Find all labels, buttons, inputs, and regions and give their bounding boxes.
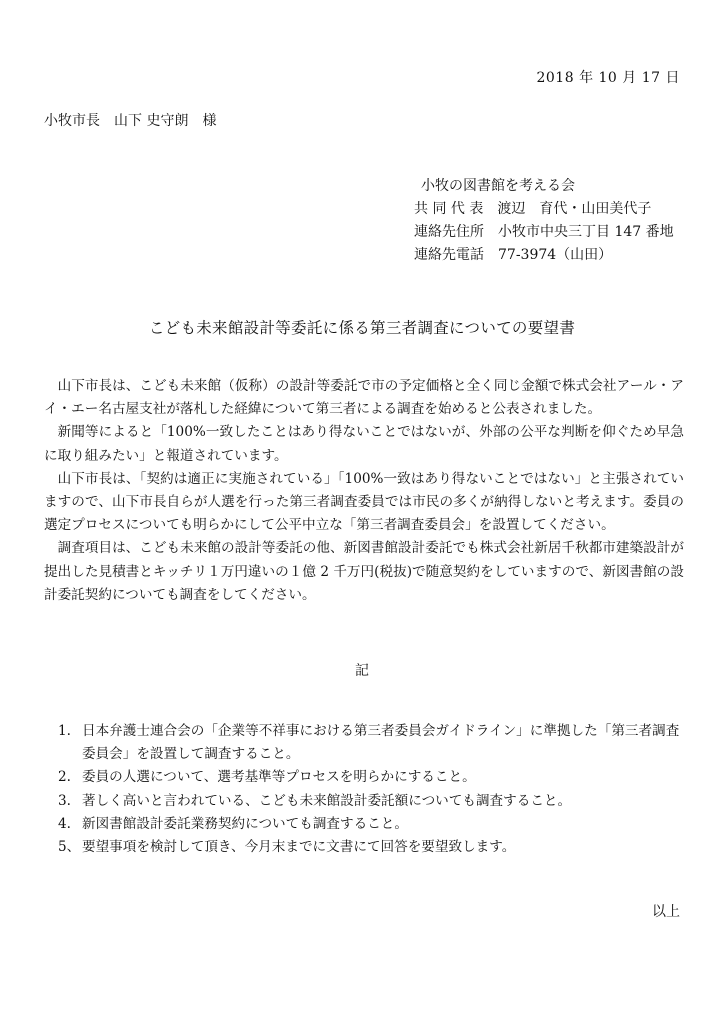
item-text: 日本弁護士連合会の「企業等不祥事における第三者委員会ガイドライン」に準拠した「第三者調査委員会」を設置して調査すること。: [82, 723, 680, 763]
item-text: 著しく高いと言われている、こども未来館設計委託額についても調査すること。: [82, 792, 572, 809]
document-date: 2018 年 10 月 17 日: [536, 70, 680, 86]
closing-mark: 以上: [652, 904, 680, 920]
item-number: 3.: [58, 792, 71, 809]
sender-phone: 連絡先電話 77-3974（山田）: [414, 247, 613, 263]
body-paragraph: 調査項目は、こども未来館の設計等委託の他、新図書館設計委託でも株式会社新居千秋都市建築設計が提出した見積書とキッチリ１万円違いの１億 2 千万円(税抜)で随意契約をしていますので、新図書館の設計委託契約についても調査をしてください。: [44, 540, 684, 603]
body-paragraph: 山下市長は、「契約は適正に実施されている」「100%一致はあり得ないことではない」と主張されていますので、山下市長自らが人選を行った第三者調査委員では市民の多くが納得しないと考えます。委員の選定プロセスについても明らかにして公平中立な「第三者調査委員会」を設置してください。: [44, 470, 684, 534]
document-title: こども未来館設計等委託に係る第三者調査についての要望書: [148, 319, 576, 337]
item-text: 新図書館設計委託業務契約についても調査すること。: [82, 815, 408, 832]
ki-heading: 記: [355, 663, 369, 679]
item-number: 2.: [58, 769, 71, 786]
item-number: 5、: [58, 839, 81, 856]
list-item: [44, 836, 684, 859]
sender-block: [414, 175, 674, 267]
body-paragraph: 山下市長は、こども未来館（仮称）の設計等委託で市の予定価格と全く同じ金額で株式会社アール・アイ・エー名古屋支社が落札した経緯について第三者による調査を始めると公表されました。: [44, 378, 684, 418]
item-text: 要望事項を検討して頂き、今月末までに文書にて回答を要望致します。: [82, 839, 516, 856]
sender-representatives: 共 同 代 表 渡辺 育代・山田美代子: [414, 201, 652, 217]
body-paragraph: 新聞等によると「100%一致したことはあり得ないことではないが、外部の公平な判断を仰ぐため早急に取り組みたい」と報道されています。: [44, 424, 684, 464]
item-number: 1.: [58, 723, 71, 739]
list-item: [44, 790, 684, 813]
document-body: [44, 375, 684, 607]
list-item: [44, 720, 684, 766]
list-item: [44, 766, 684, 789]
addressee: 小牧市長 山下 史守朗 様: [44, 113, 217, 129]
sender-address: 連絡先住所 小牧市中央三丁目 147 番地: [414, 224, 674, 240]
sender-organization: 小牧の図書館を考える会: [421, 178, 575, 194]
request-items-list: [44, 720, 684, 859]
list-item: [44, 813, 684, 836]
item-text: 委員の人選について、選考基準等プロセスを明らかにすること。: [82, 769, 476, 786]
item-number: 4.: [58, 815, 71, 832]
